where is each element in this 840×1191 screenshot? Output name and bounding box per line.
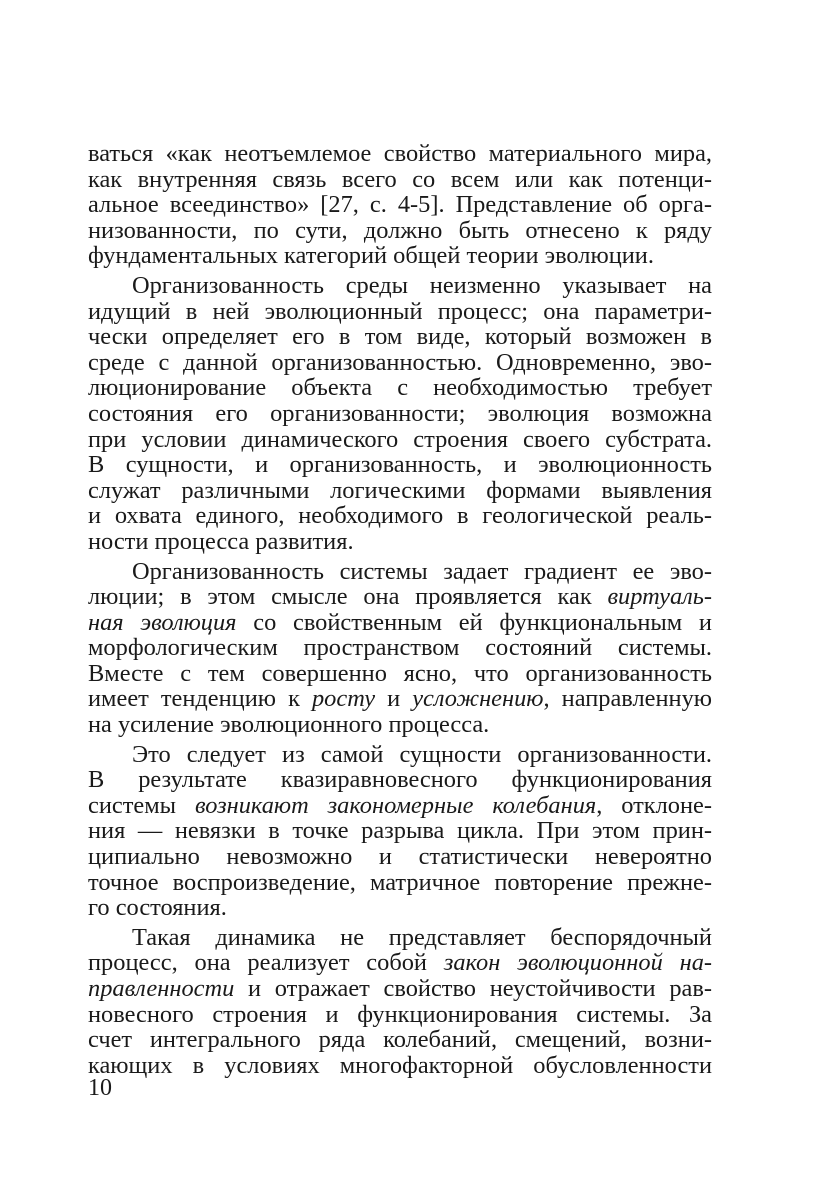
text-line: ваться «как неотъемлемое свойство материального мира,: [88, 140, 712, 167]
text-line: счет интегрального ряда колебаний, смещений, возни-: [88, 1026, 712, 1054]
text-line: на усиление эволюционного процесса.: [88, 711, 490, 739]
text-line: ности процесса развития.: [88, 527, 354, 555]
text-line: среде с данной организованностью. Одновременно, эво-: [88, 348, 712, 376]
text-line: как внутренняя связь всего со всем или как потенци-: [88, 165, 712, 193]
italic-term: росту: [311, 685, 376, 713]
italic-term: возникают закономерные колебания: [194, 791, 597, 819]
text-line: кающих в условиях многофакторной обусловленности: [88, 1051, 712, 1079]
text-line: точное воспроизведение, матричное повторение прежне-: [88, 868, 712, 896]
text-line: процесс, она реализует собой закон эволюционной на-: [88, 949, 713, 977]
text-line: В сущности, и организованность, и эволюционность: [88, 451, 712, 479]
italic-term: усложнению: [412, 685, 544, 713]
text-line: В результате квазиравновесного функционирования: [88, 766, 712, 794]
text-line: фундаментальных категорий общей теории эволюции.: [88, 242, 654, 270]
text-line: люционирование объекта с необходимостью требует: [88, 374, 712, 402]
text-line: имеет тенденцию к росту и усложнению, направленную: [88, 685, 713, 713]
text-line: морфологическим пространством состояний системы.: [88, 634, 712, 662]
text-line: чески определяет его в том виде, который возможен в: [88, 323, 712, 351]
page-number: 10: [88, 1075, 112, 1101]
text-line: состояния его организованности; эволюция возможна: [88, 399, 712, 427]
text-line: Организованность системы задает градиент ее эво-: [132, 557, 712, 585]
text-line: Организованность среды неизменно указывает на: [132, 271, 712, 299]
text-line: и охвата единого, необходимого в геологической реаль-: [88, 502, 712, 530]
text-line: идущий в ней эволюционный процесс; она параметри-: [88, 297, 712, 325]
text-line: Вместе с тем совершенно ясно, что организованность: [88, 659, 712, 687]
text-line: Это следует из самой сущности организованности.: [132, 740, 712, 768]
text-line: при условии динамического строения своего субстрата.: [88, 425, 712, 453]
text-line: Такая динамика не представляет беспорядочный: [132, 923, 712, 951]
text-line: люции; в этом смысле она проявляется как виртуаль-: [88, 583, 712, 611]
text-line: служат различными логическими формами выявления: [88, 476, 712, 504]
text-line: ная эволюция со свойственным ей функциональным и: [88, 608, 712, 636]
italic-term: ная эволюция: [88, 608, 237, 636]
italic-term: виртуаль-: [607, 583, 712, 611]
text-line: альное всеединство» [27, с. 4-5]. Представление об орга-: [88, 191, 712, 219]
text-line: новесного строения и функционирования системы. За: [88, 1000, 712, 1028]
text-line: правленности и отражает свойство неустойчивости рав-: [88, 975, 712, 1002]
text-line: низованности, по сути, должно быть отнесено к ряду: [88, 216, 712, 244]
text-line: системы возникают закономерные колебания, отклоне-: [88, 791, 713, 819]
body-text: [88, 141, 712, 1078]
italic-term: закон эволюционной на-: [443, 949, 713, 977]
italic-term: правленности: [88, 975, 235, 1002]
text-line: ния — невязки в точке разрыва цикла. При этом прин-: [88, 817, 712, 845]
text-line: го состояния.: [88, 894, 227, 922]
text-line: ципиально невозможно и статистически невероятно: [88, 843, 712, 871]
